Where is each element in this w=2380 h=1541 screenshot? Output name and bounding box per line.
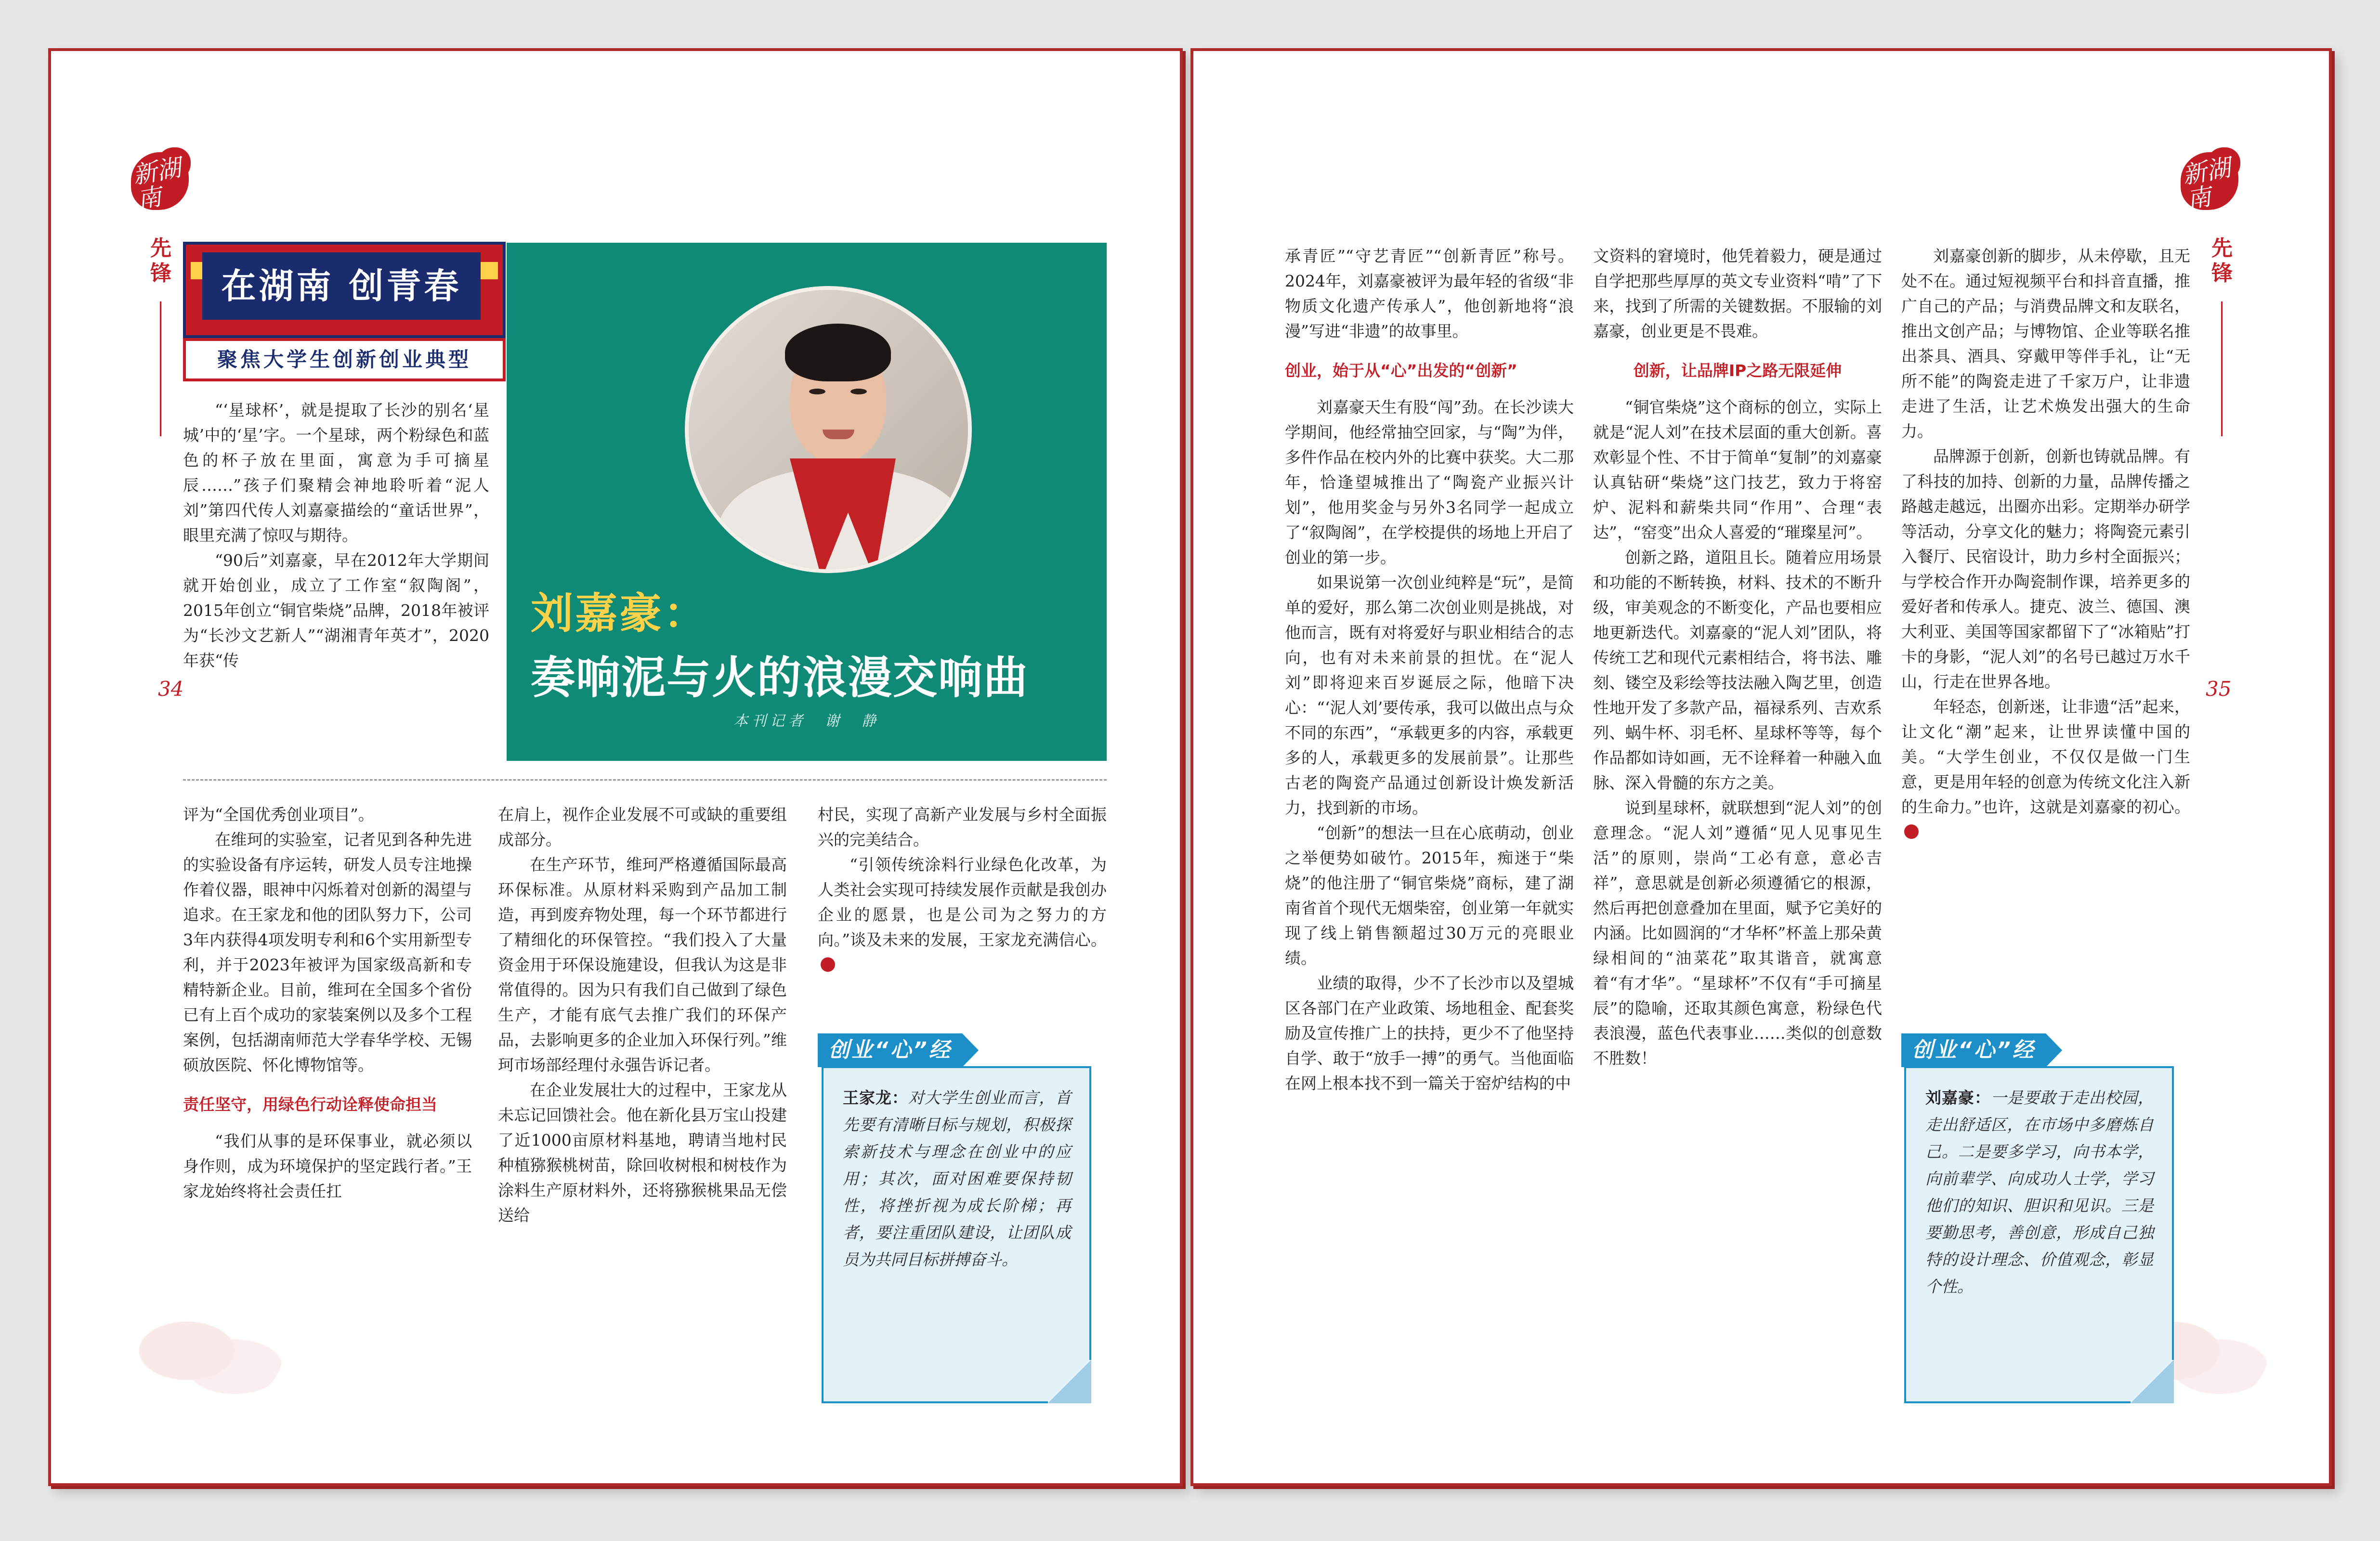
subheading: 责任坚守，用绿色行动诠释使命担当 bbox=[183, 1095, 437, 1114]
paragraph: 在肩上，视作企业发展不可或缺的重要组成部分。 bbox=[498, 805, 787, 849]
paragraph: “引领传统涂料行业绿色化改革，为人类社会实现可持续发展作贡献是我创办企业的愿景，也是公司为之努力的方向。”谈及未来的发展，王家龙充满信心。 bbox=[818, 855, 1107, 949]
sidebar-speaker: 刘嘉豪： bbox=[1925, 1088, 1991, 1107]
hero-headline: 奏响泥与火的浪漫交响曲 bbox=[531, 652, 1029, 704]
article-column-3 bbox=[1901, 244, 2190, 845]
sidebar-tag: 创业“心”经 bbox=[818, 1033, 962, 1067]
side-rule bbox=[160, 301, 161, 436]
paragraph: 村民，实现了高新产业发展与乡村全面振兴的完美结合。 bbox=[818, 805, 1107, 849]
sidebar-speaker: 王家龙： bbox=[843, 1088, 908, 1107]
paragraph: 业绩的取得，少不了长沙市以及望城区各部门在产业政策、场地租金、配套奖励及宣传推广上的扶持，更少不了他坚持自学、敢于“放手一搏”的勇气。当他面临在网上根本找不到一篇关于窑炉结构的中 bbox=[1285, 974, 1574, 1093]
end-mark-icon bbox=[1904, 824, 1919, 839]
article-column-1 bbox=[183, 802, 472, 1204]
paragraph: “我们从事的是环保事业，就必须以身作则，成为环境保护的坚定践行者。”王家龙始终将社会责任扛 bbox=[183, 1132, 472, 1201]
paragraph: 如果说第一次创业纯粹是“玩”，是简单的爱好，那么第二次创业则是挑战，对他而言，既有对将爱好与职业相结合的志向，也有对未来前景的担忧。在“泥人刘”即将迎来百岁诞辰之际，他暗下决心：“‘泥人刘’要传承，我可以做出点与众不同的东西”，“承载更多的内容，承载更多的人，承载更多的发展前景”。让那些古老的陶瓷产品通过创新设计焕发新活力，找到新的市场。 bbox=[1285, 573, 1574, 817]
banner-subtitle: 聚焦大学生创新创业典型 bbox=[183, 338, 506, 381]
paragraph: 评为“全国优秀创业项目”。 bbox=[183, 805, 374, 824]
paragraph: 文资料的窘境时，他凭着毅力，硬是通过自学把那些厚厚的英文专业资料“啃”了下来，找到了所需的关键数据。不服输的刘嘉豪，创业更是不畏难。 bbox=[1593, 247, 1882, 340]
paragraph: 在生产环节，维珂严格遵循国际最高环保标准。从原材料采购到产品加工制造，再到废弃物处理，每一个环节都进行了精细化的环保管控。“我们投入了大量资金用于环保设施建设，但我认为这是非常值得的。因为只有我们自己做到了绿色生产，才能有底气去推广我们的环保产品，去影响更多的企业加入环保行列。”维珂市场部经理付永强告诉记者。 bbox=[498, 855, 787, 1074]
seal-text: 新湖南 bbox=[2180, 153, 2233, 214]
seal-logo bbox=[128, 147, 196, 215]
article-column-2 bbox=[1593, 244, 1882, 1071]
paragraph: 创新之路，道阻且长。随着应用场景和功能的不断转换，材料、技术的不断升级，审美观念的不断变化，产品也要相应地更新迭代。刘嘉豪的“泥人刘”团队，将传统工艺和现代元素相结合，将书法、雕刻、镂空及彩绘等技法融入陶艺里，创造性地开发了多款产品，福禄系列、吉欢系列、蜗牛杯、羽毛杯、星球杯等等，每个作品都如诗如画，无不诠释着一种融入血脉、深入骨髓的东方之美。 bbox=[1593, 548, 1882, 792]
section-divider bbox=[183, 779, 1107, 781]
paragraph: “‘星球杯’，就是提取了长沙的别名‘星城’中的‘星’字。一个星球，两个粉绿色和蓝色的杯子放在里面，寓意为手可摘星辰……”孩子们聚精会神地聆听着“泥人刘”第四代传人刘嘉豪描绘的“童话世界”，眼里充满了惊叹与期待。 bbox=[183, 401, 489, 545]
page-curl-decoration bbox=[2131, 1360, 2174, 1403]
byline: 本刊记者 谢 静 bbox=[733, 713, 880, 730]
sidebar-text: 对大学生创业而言，首先要有清晰目标与规划，积极探索新技术与理念在创业中的应用；其次，面对困难要保持韧性，将挫折视为成长阶梯；再者，要注重团队建设，让团队成员为共同目标拼搏奋斗。 bbox=[843, 1088, 1072, 1269]
subheading: 创新，让品牌IP之路无限延伸 bbox=[1633, 361, 1842, 380]
paragraph: “创新”的想法一旦在心底萌动，创业之举便势如破竹。2015年，痴迷于“柴烧”的他注册了“铜官柴烧”商标，建了湖南省首个现代无烟柴窑，创业第一年就实现了线上销售额超过30万元的亮眼业绩。 bbox=[1285, 823, 1574, 967]
page-number: 34 bbox=[158, 677, 184, 701]
article-column-1 bbox=[1285, 244, 1574, 1096]
end-mark-icon bbox=[821, 957, 835, 972]
hero-name: 刘嘉豪： bbox=[531, 588, 708, 638]
article-column-3 bbox=[818, 802, 1107, 978]
sidebar-note bbox=[1904, 1066, 2174, 1403]
paragraph: “90后”刘嘉豪，早在2012年大学期间就开始创业，成立了工作室“叙陶阁”，2015年创立“铜官柴烧”品牌，2018年被评为“长沙文艺新人”“湖湘青年英才”，2020年获“传 bbox=[183, 551, 489, 670]
section-banner bbox=[183, 242, 506, 386]
banner-flag-icon bbox=[481, 262, 498, 279]
paragraph: 在维珂的实验室，记者见到各种先进的实验设备有序运转，研发人员专注地操作着仪器，眼神中闪烁着对创新的渴望与追求。在王家龙和他的团队努力下，公司3年内获得4项发明专利和6个实用新型专利，并于2023年被评为国家级高新和专精特新企业。目前，维珂在全国多个省份已有上百个成功的家装案例以及多个工程案例，包括湖南师范大学春华学校、无锡硕放医院、怀化博物馆等。 bbox=[183, 830, 472, 1074]
sidebar-text: 一是要敢于走出校园，走出舒适区，在市场中多磨炼自己。二是要多学习，向书本学，向前辈学、向成功人士学，学习他们的知识、胆识和见识。三是要勤思考，善创意，形成自己独特的设计理念、价值观念，彰显个性。 bbox=[1925, 1088, 2154, 1296]
page-curl-decoration bbox=[1048, 1360, 1091, 1403]
seal-logo bbox=[2178, 147, 2245, 215]
side-section-mark: 先锋 bbox=[2211, 236, 2233, 286]
paragraph: “铜官柴烧”这个商标的创立，实际上就是“泥人刘”在技术层面的重大创新。喜欢彰显个性、不甘于简单“复制”的刘嘉豪认真钻研“柴烧”这门技艺，致力于将窑炉、泥料和薪柴共同“作用”、合理“表达”，“窑变”出众人喜爱的“璀璨星河”。 bbox=[1593, 398, 1882, 542]
portrait-photo bbox=[685, 286, 972, 573]
side-rule bbox=[2221, 301, 2223, 436]
paragraph: 年轻态，创新迷，让非遗“活”起来，让文化“潮”起来，让世界读懂中国的美。“大学生创业，不仅仅是做一门生意，更是用年轻的创意为传统文化注入新的生命力。”也许，这就是刘嘉豪的初心。 bbox=[1901, 697, 2190, 816]
hero-panel bbox=[507, 243, 1107, 761]
sidebar-tag: 创业“心”经 bbox=[1901, 1033, 2046, 1067]
paragraph: 刘嘉豪天生有股“闯”劲。在长沙读大学期间，他经常抽空回家，与“陶”为伴，多件作品在校内外的比赛中获奖。大二那年，恰逢望城推出了“陶瓷产业振兴计划”，他用奖金与另外3名同学一起成立了“叙陶阁”，在学校提供的场地上开启了创业的第一步。 bbox=[1285, 398, 1574, 567]
paragraph: 说到星球杯，就联想到“泥人刘”的创意理念。“泥人刘”遵循“见人见事见生活”的原则，崇尚“工必有意，意必吉祥”，意思就是创新必须遵循它的根源，然后再把创意叠加在里面，赋予它美好的内涵。比如圆润的“才华杯”杯盖上那朵黄绿相间的“油菜花”取其谐音，就寓意着“有才华”。“星球杯”不仅有“手可摘星辰”的隐喻，还取其颜色寓意，粉绿色代表浪漫，蓝色代表事业……类似的创意数不胜数！ bbox=[1593, 798, 1882, 1068]
sidebar-note bbox=[822, 1066, 1091, 1403]
seal-text: 新湖南 bbox=[131, 153, 183, 214]
intro-column bbox=[183, 398, 489, 673]
paragraph: 刘嘉豪创新的脚步，从未停歇，且无处不在。通过短视频平台和抖音直播，推广自己的产品；与消费品牌文和友联名，推出文创产品；与博物馆、企业等联名推出茶具、酒具、穿戴甲等伴手礼，让“无所不能”的陶瓷走进了千家万户，让非遗走进了生活，让艺术焕发出强大的生命力。 bbox=[1901, 247, 2190, 441]
subheading: 创业，始于从“心”出发的“创新” bbox=[1285, 361, 1517, 380]
page-number: 35 bbox=[2206, 677, 2232, 701]
article-column-2 bbox=[498, 802, 787, 1228]
paragraph: 在企业发展壮大的过程中，王家龙从未忘记回馈社会。他在新化县万宝山投建了近1000亩原材料基地，聘请当地村民种植猕猴桃树苗，除回收树根和树枝作为涂料生产原材料外，还将猕猴桃果品无偿送给 bbox=[498, 1081, 787, 1225]
paragraph: 品牌源于创新，创新也铸就品牌。有了科技的加持、创新的力量，品牌传播之路越走越远，出圈亦出彩。定期举办研学等活动，分享文化的魅力；将陶瓷元素引入餐厅、民宿设计，助力乡村全面振兴；与学校合作开办陶瓷制作课，培养更多的爱好者和传承人。捷克、波兰、德国、澳大利亚、美国等国家都留下了“冰箱贴”打卡的身影，“泥人刘”的名号已越过万水千山，行走在世界各地。 bbox=[1901, 447, 2190, 691]
watermark-decoration bbox=[123, 1303, 282, 1409]
left-page bbox=[48, 48, 1183, 1486]
side-section-mark: 先锋 bbox=[150, 236, 171, 286]
banner-title: 在湖南 创青春 bbox=[202, 252, 481, 320]
right-page bbox=[1190, 48, 2332, 1486]
paragraph: 承青匠”“守艺青匠”“创新青匠”称号。2024年，刘嘉豪被评为最年轻的省级“非物质文化遗产传承人”，他创新地将“浪漫”写进“非遗”的故事里。 bbox=[1285, 247, 1574, 340]
